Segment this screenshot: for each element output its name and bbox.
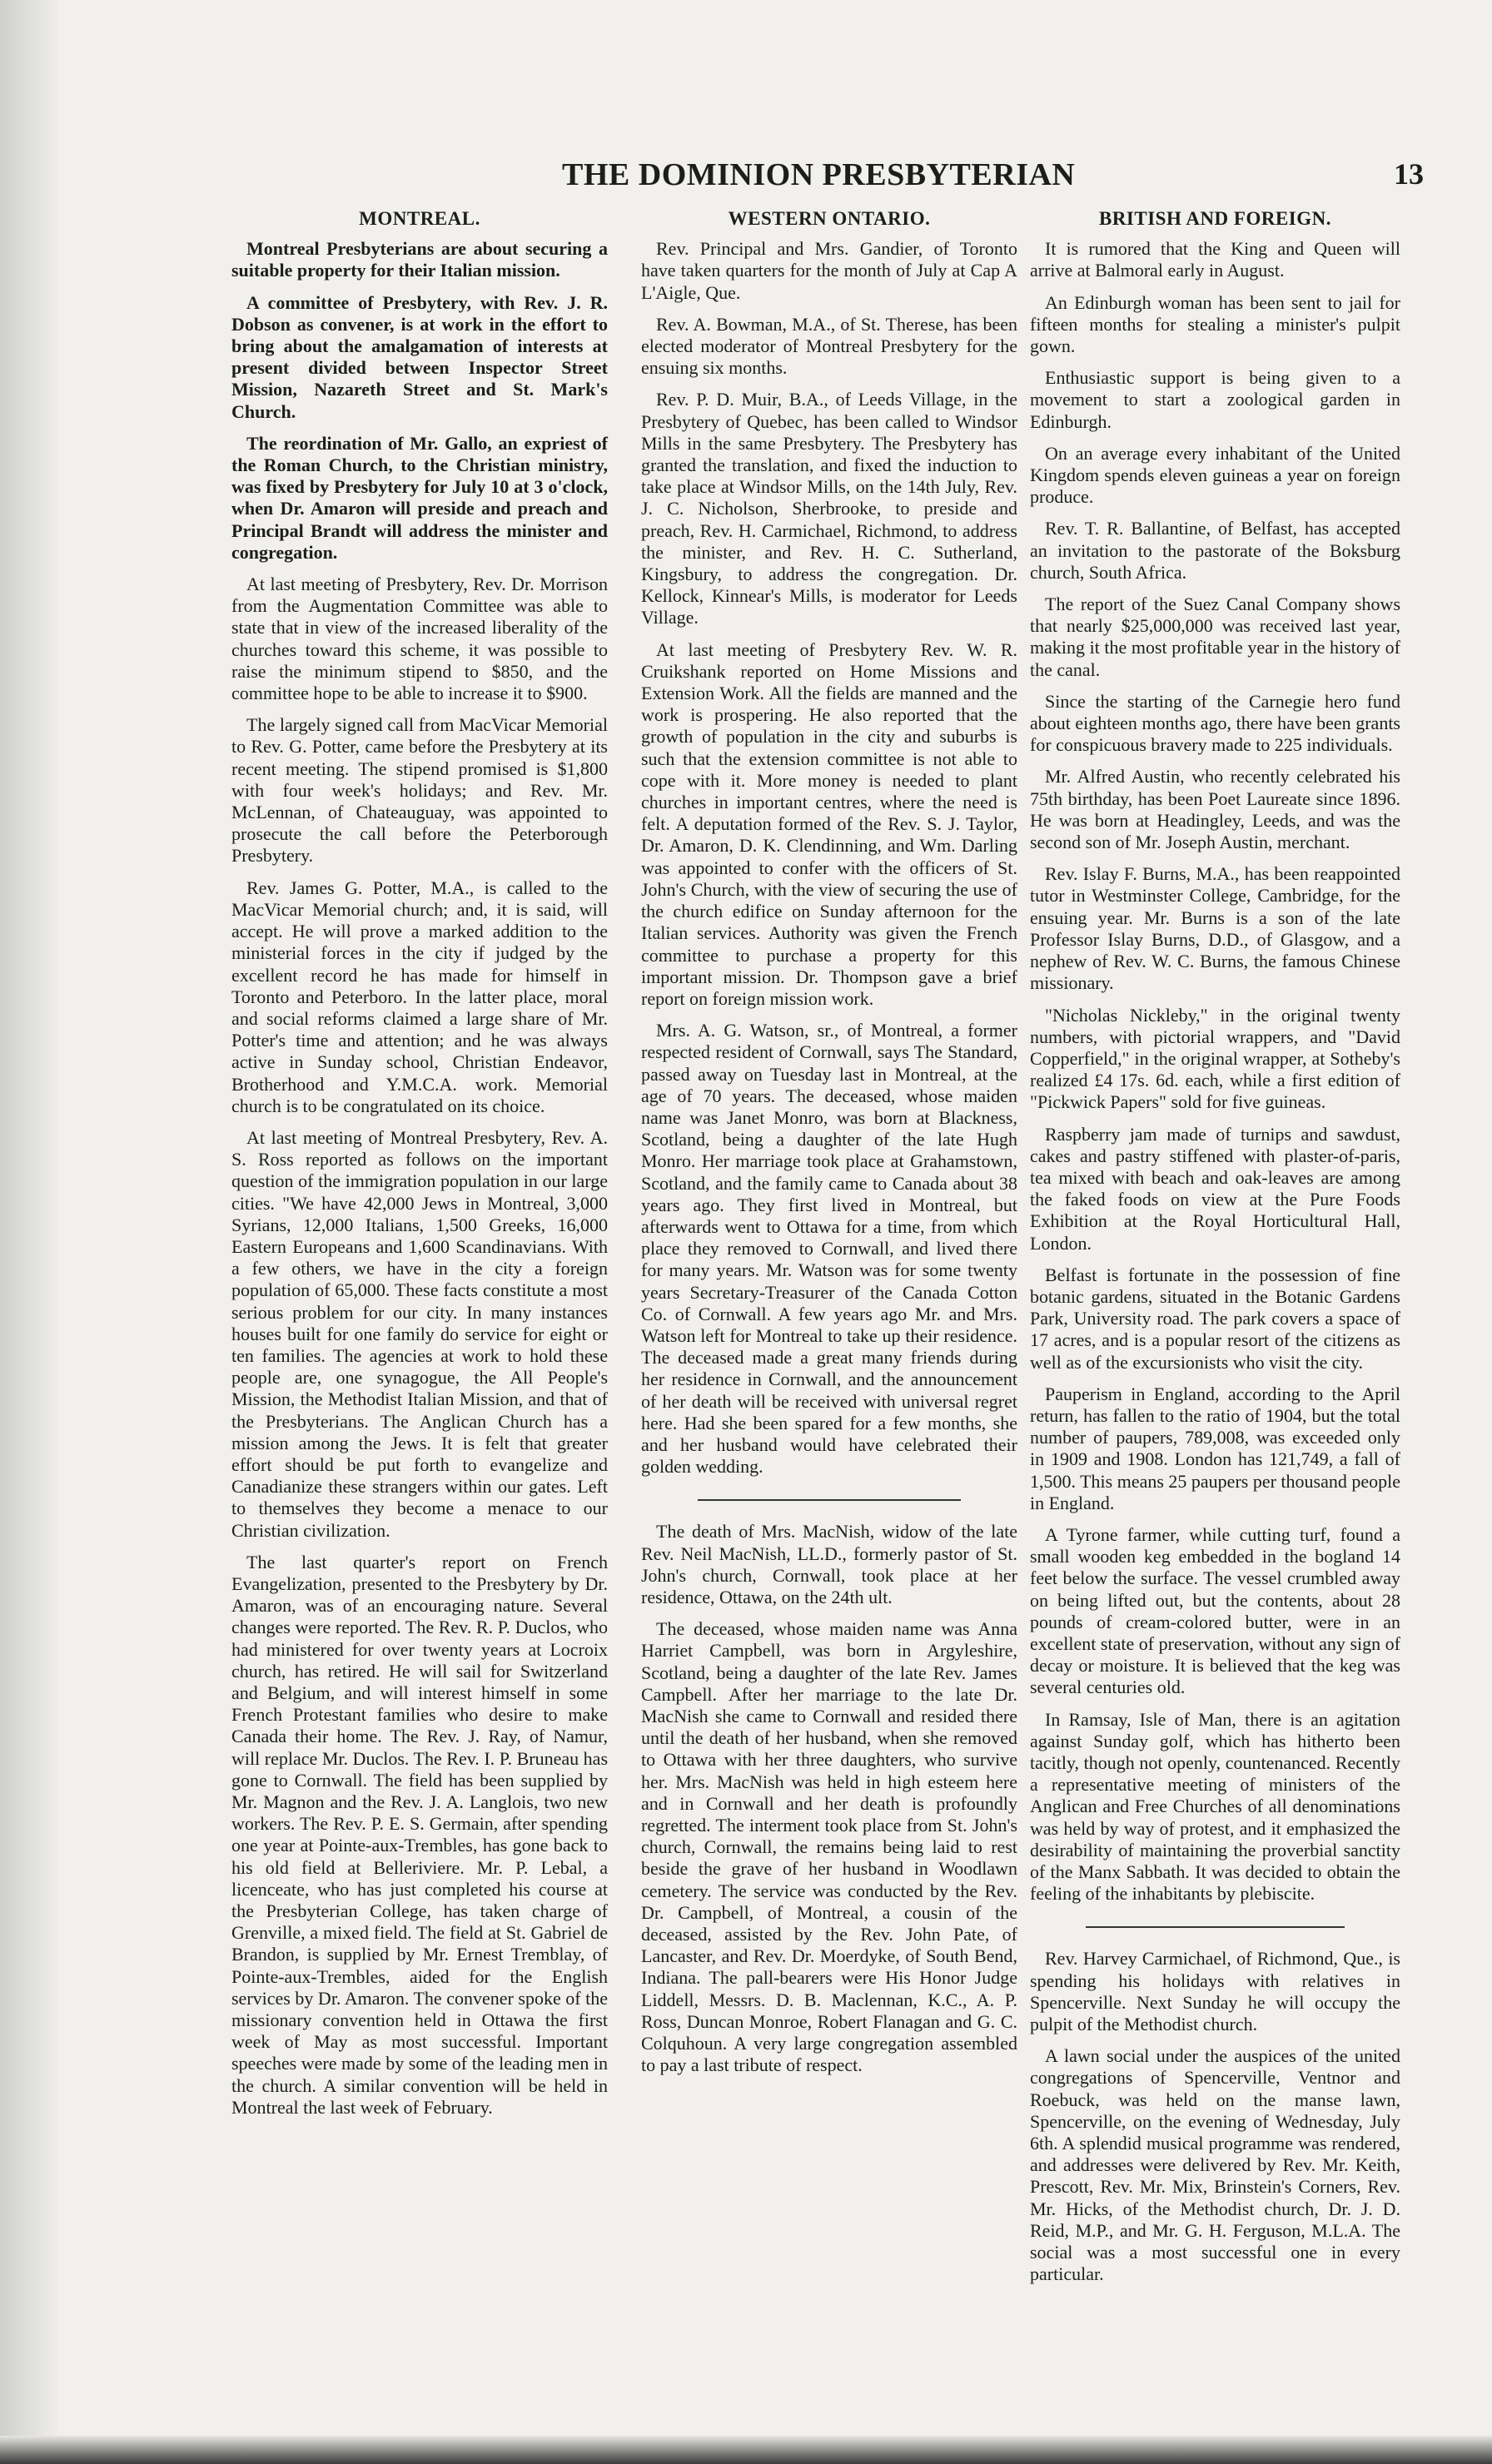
article-paragraph: An Edinburgh woman has been sent to jail for fifteen months for stealing a minister's pulpit gown. [1030,291,1400,357]
newspaper-masthead: THE DOMINION PRESBYTERIAN [562,157,1076,192]
scan-edge-shadow [0,0,58,2464]
article-paragraph: The death of Mrs. MacNish, widow of the late Rev. Neil MacNish, LL.D., formerly pastor of St. John's church, Cornwall, took place at her residence, Ottawa, on the 24th ult. [641,1521,1017,1607]
article-paragraph: Rev. P. D. Muir, B.A., of Leeds Village, in the Presbytery of Quebec, has been called to Windsor Mills in the same Presbytery. The Presbytery has granted the translation, and fixed the induction to take place at Windsor Mills, on the 14th July, Rev. J. C. Nicholson, Sherbrooke, to preside and preach, Rev. H. Carmichael, Richmond, to address the minister, and Rev. H. C. Sutherland, Kingsbury, to address the congregation. Dr. Kellock, Kinnear's Mills, is moderator for Leeds Village. [641,389,1017,628]
article-paragraph: The largely signed call from MacVicar Memorial to Rev. G. Potter, came before the Presbytery at its recent meeting. The stipend promised is $1,800 with four week's holidays; and Rev. Mr. McLennan, of Chateauguay, was appointed to prosecute the call before the Peterborough Presbytery. [231,714,608,867]
column-western-ontario [641,208,1017,2314]
article-paragraph: At last meeting of Presbytery Rev. W. R. Cruikshank reported on Home Missions and Extension Work. All the fields are manned and the work is prospering. He also reported that the growth of population in the city and suburbs is such that the extension committee is not able to cope with it. More money is needed to plant churches in important centres, where the need is felt. A deputation formed of the Rev. S. J. Taylor, Dr. Amaron, D. K. Clendinning, and Wm. Darling was appointed to confer with the officers of St. John's Church, with the view of securing the use of the church edifice on Sunday afternoon for the Italian services. Authority was given the French committee to purchase a property for this important mission. Dr. Thompson gave a brief report on foreign mission work. [641,638,1017,1009]
article-paragraph: Mrs. A. G. Watson, sr., of Montreal, a former respected resident of Cornwall, says The Standard, passed away on Tuesday last in Montreal, at the age of 70 years. The deceased, whose maiden name was Janet Monro, was born at Blackness, Scotland, being a daughter of the late Hugh Monro. Her marriage took place at Grahamstown, Scotland, and the family came to Canada about 38 years ago. They first lived in Montreal, but afterwards went to Ottawa for a time, from which place they removed to Cornwall, and lived there for many years. Mr. Watson was for some twenty years Secretary-Treasurer of the Canada Cotton Co. of Cornwall. A few years ago Mr. and Mrs. Watson left for Montreal to take up their residence. The deceased made a great many friends during her residence in Cornwall, and the announcement of her death will be received with universal regret here. Had she been spared for a few months, she and her husband would have celebrated their golden wedding. [641,1020,1017,1478]
article-paragraph: Rev. Harvey Carmichael, of Richmond, Que., is spending his holidays with relatives in Spencerville. Next Sunday he will occupy the pulpit of the Methodist church. [1030,1948,1400,2035]
article-paragraph: Rev. T. R. Ballantine, of Belfast, has accepted an invitation to the pastorate of the Boksburg church, South Africa. [1030,518,1400,583]
article-paragraph: Rev. James G. Potter, M.A., is called to the MacVicar Memorial church; and, it is said, will accept. He will prove a marked addition to the ministerial forces in the city if judged by the excellent record he has made for himself in Toronto and Peterboro. In the latter place, moral and social reforms claimed a large share of Mr. Potter's time and attention; and he was always active in Sunday school, Christian Endeavor, Brotherhood and Y.M.C.A. work. Memorial church is to be congratulated on its choice. [231,877,608,1116]
article-paragraph: Rev. Islay F. Burns, M.A., has been reappointed tutor in Westminster College, Cambridge, for the ensuing year. Mr. Burns is a son of the late Professor Islay Burns, D.D., of Glasgow, and a nephew of Rev. W. C. Burns, the famous Chinese missionary. [1030,863,1400,994]
article-paragraph: A committee of Presbytery, with Rev. J. R. Dobson as convener, is at work in the effort to bring about the amalgamation of interests at present divided between Inspector Street Mission, Nazareth Street and St. Mark's Church. [231,291,608,422]
page-number: 13 [1394,157,1424,191]
scan-bottom-edge [0,2436,1492,2464]
article-paragraph: "Nicholas Nickleby," in the original twenty numbers, with pictorial wrappers, and "David Copperfield," in the original wrapper, at Sotheby's realized £4 17s. 6d. each, while a first edition of "Pickwick Papers" sold for five guineas. [1030,1004,1400,1113]
column-british-and-foreign [1030,208,1401,2285]
article-paragraph: Belfast is fortunate in the possession of fine botanic gardens, situated in the Botanic Gardens Park, University road. The park covers a space of 17 acres, and is a popular resort of the citizens as well as of the excursionists who visit the city. [1030,1264,1400,1373]
article-paragraph: At last meeting of Montreal Presbytery, Rev. A. S. Ross reported as follows on the important question of the immigration population in our large cities. "We have 42,000 Jews in Montreal, 3,000 Syrians, 12,000 Italians, 1,500 Greeks, 16,000 Eastern Europeans and 1,600 Scandinavians. With a few others, we have in the city a foreign population of 65,000. These facts constitute a most serious problem for our city. In many instances houses built for one family do service for eight or ten families. The agencies at work to hold these people are, one synagogue, the All People's Mission, the Methodist Italian Mission, and that of the Presbyterians. The Anglican Church has a mission among the Jews. It is felt that greater effort should be put forth to evangelize and Canadianize these strangers within our gates. Left to themselves they become a menace to our Christian civilization. [231,1126,608,1541]
article-paragraph: Raspberry jam made of turnips and sawdust, cakes and pastry stiffened with plaster-of-paris, tea mixed with beach and oak-leaves are among the faked foods on view at the Pure Foods Exhibition at the Royal Horticultural Hall, London. [1030,1123,1400,1254]
article-paragraph: Since the starting of the Carnegie hero fund about eighteen months ago, there have been grants for conspicuous bravery made to 225 individuals. [1030,690,1400,756]
column-montreal [231,208,608,2264]
column-heading: MONTREAL. [359,208,480,229]
page-header [191,156,1424,206]
article-paragraph: The report of the Suez Canal Company shows that nearly $25,000,000 was received last year, making it the most profitable year in the history of the canal. [1030,594,1400,680]
article-paragraph: Rev. A. Bowman, M.A., of St. Therese, has been elected moderator of Montreal Presbytery for the ensuing six months. [641,313,1017,379]
section-divider [1086,1926,1345,1928]
column-heading: WESTERN ONTARIO. [728,208,931,229]
article-paragraph: The last quarter's report on French Evangelization, presented to the Presbytery by Dr. Amaron, was of an encouraging nature. Several changes were reported. The Rev. R. P. Duclos, who had ministered for over twenty years at Locroix church, has retired. He will sail for Switzerland and Belgium, and will interest himself in some French Protestant families who desire to make Canada their home. The Rev. J. Ray, of Namur, will replace Mr. Duclos. The Rev. I. P. Bruneau has gone to Cornwall. The field has been supplied by Mr. Magnon and the Rev. J. A. Langlois, two new workers. The Rev. P. E. S. Germain, after spending one year at Pointe-aux-Trembles, has gone back to his old field at Belleriviere. Mr. P. Lebal, a licenceate, who has just completed his course at the Presbyterian College, has taken charge of Grenville, a mixed field. The field at St. Gabriel de Brandon, is supplied by Mr. Ernest Tremblay, of Pointe-aux-Trembles, aided for the English services by Dr. Amaron. The convener spoke of the missionary convention held in Ottawa the first week of May as most successful. Important speeches were made by some of the leading men in the church. A similar convention will be held in Montreal the last week of February. [231,1551,608,2118]
article-paragraph: In Ramsay, Isle of Man, there is an agitation against Sunday golf, which has hitherto been tacitly, though not openly, countenanced. Recently a representative meeting of ministers of the Anglican and Free Churches of all denominations was held by way of protest, and it emphasized the desirability of maintaining the proverbial sanctity of the Manx Sabbath. It was decided to obtain the feeling of the inhabitants by plebiscite. [1030,1708,1400,1905]
section-divider [698,1499,961,1501]
article-paragraph: The reordination of Mr. Gallo, an expriest of the Roman Church, to the Christian ministry, was fixed by Presbytery for July 10 at 3 o'clock, when Dr. Amaron will preside and preach and Principal Brandt will address the minister and congregation. [231,432,608,563]
article-paragraph: At last meeting of Presbytery, Rev. Dr. Morrison from the Augmentation Committee was able to state that in view of the increased liberality of the churches toward this scheme, it was possible to raise the minimum stipend to $850, and the committee hope to be able to increase it to $900. [231,574,608,704]
article-paragraph: A Tyrone farmer, while cutting turf, found a small wooden keg embedded in the bogland 14 feet below the surface. The vessel crumbled away on being lifted out, but the contents, about 28 pounds of cream-colored butter, were in an excellent state of preservation, without any sign of decay or moisture. It is believed that the keg was several centuries old. [1030,1523,1400,1698]
article-paragraph: Montreal Presbyterians are about securing a suitable property for their Italian mission. [231,238,608,281]
column-heading: BRITISH AND FOREIGN. [1098,208,1332,229]
article-paragraph: A lawn social under the auspices of the united congregations of Spencerville, Ventnor and Roebuck, was held on the manse lawn, Spencerville, on the evening of Wednesday, July 6th. A splendid musical programme was rendered, and addresses were delivered by Rev. Mr. Keith, Prescott, Rev. Mr. Mix, Brinstein's Corners, Rev. Mr. Hicks, of the Methodist church, Dr. J. D. Reid, M.P., and Mr. G. H. Ferguson, M.L.A. The social was a most successful one in every particular. [1030,2045,1400,2285]
article-paragraph: Rev. Principal and Mrs. Gandier, of Toronto have taken quarters for the month of July at Cap A L'Aigle, Que. [641,238,1017,303]
article-paragraph: Mr. Alfred Austin, who recently celebrated his 75th birthday, has been Poet Laureate since 1896. He was born at Headingley, Leeds, and was the second son of Mr. Joseph Austin, merchant. [1030,766,1400,853]
article-paragraph: It is rumored that the King and Queen will arrive at Balmoral early in August. [1030,238,1400,281]
article-paragraph: Pauperism in England, according to the April return, has fallen to the ratio of 1904, but the total number of paupers, 789,008, was exceeded only in 1909 and 1908. London has 121,749, a fall of 1,500. This means 25 paupers per thousand people in England. [1030,1383,1401,1513]
article-paragraph: On an average every inhabitant of the United Kingdom spends eleven guineas a year on foreign produce. [1030,442,1400,508]
article-paragraph: The deceased, whose maiden name was Anna Harriet Campbell, was born in Argyleshire, Scotland, being a daughter of the late Rev. James Campbell. After her marriage to the late Dr. MacNish she came to Cornwall and resided there until the death of her husband, when she removed to Ottawa with her three daughters, who survive her. Mrs. MacNish was held in high esteem here and in Cornwall and her death is profoundly regretted. The interment took place from St. John's church, Cornwall, the remains being laid to rest beside the grave of her husband in Woodlawn cemetery. The service was conducted by the Rev. Dr. Campbell, of Montreal, a cousin of the deceased, assisted by the Rev. John Pate, of Lancaster, and Rev. Dr. Moerdyke, of South Bend, Indiana. The pall-bearers were His Honor Judge Liddell, Messrs. D. B. Maclennan, K.C., A. P. Ross, Duncan Monroe, Robert Flanagan and G. C. Colquhoun. A very large congregation assembled to pay a last tribute of respect. [641,1618,1017,2076]
article-paragraph: Enthusiastic support is being given to a movement to start a zoological garden in Edinburgh. [1030,367,1400,432]
